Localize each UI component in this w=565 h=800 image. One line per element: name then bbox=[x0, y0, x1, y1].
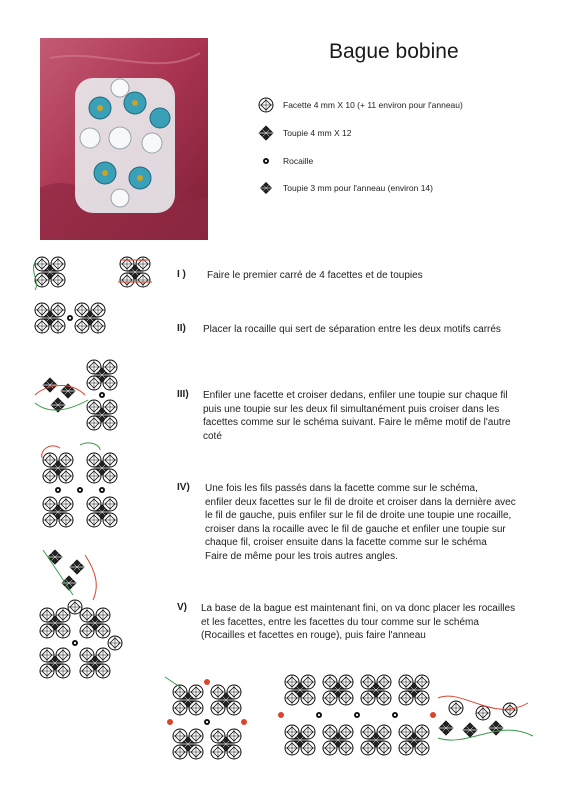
step-5-text: La base de la bague est maintenant fini, on va donc placer les rocailles et les facettes, entre les facettes du tour comme sur le schéma (Rocailles et facettes en rouge), puis faire l'anneau bbox=[201, 603, 516, 641]
small-bicone-bead-icon bbox=[258, 180, 274, 196]
step-5-diagram bbox=[25, 545, 130, 685]
step-1-diagram bbox=[30, 252, 160, 292]
legend-label: Toupie 3 mm pour l'anneau (environ 14) bbox=[283, 183, 433, 193]
step-3-number: III) bbox=[177, 389, 189, 400]
step-4-text: Une fois les fils passés dans la facette comme sur le schéma, enfiler deux facettes sur le fil de droite et croiser dans la dernière avec le fil de gauche, puis enfiler sur le fil de droite une toupie une rocaille, croiser dans la rocaille avec le fil de gauche et enfiler une toupie sur chaque fil, croiser ensuite dans la facette comme sur le schéma Faire de même pour les trois autres angles. bbox=[205, 483, 516, 562]
legend-rocaille bbox=[258, 153, 313, 169]
page-title: Bague bobine bbox=[329, 40, 459, 63]
legend-label: Rocaille bbox=[283, 156, 314, 166]
final-diagram-right bbox=[278, 668, 538, 768]
step-5-number: V) bbox=[177, 602, 187, 613]
step-3-text: Enfiler une facette et croiser dedans, enfiler une toupie sur chaque fil puis une toupie sur les deux fil simultanément puis croiser dans les facettes comme sur le schéma suivant. Faire le même motif de l'autre coté bbox=[203, 390, 511, 442]
legend-label: Facette 4 mm X 10 (+ 11 environ pour l'anneau) bbox=[283, 100, 463, 110]
step-2-diagram bbox=[30, 300, 110, 336]
legend-toupie-3mm bbox=[258, 180, 433, 196]
final-diagram-left bbox=[160, 672, 255, 772]
step-4-diagram bbox=[30, 440, 130, 540]
step-1-number: I ) bbox=[177, 269, 186, 280]
legend-label: Toupie 4 mm X 12 bbox=[283, 128, 352, 138]
step-3-diagram bbox=[30, 355, 125, 440]
ring-photo bbox=[40, 38, 208, 240]
step-2-number: II) bbox=[177, 323, 186, 334]
legend-facette bbox=[258, 97, 463, 113]
faceted-bead-icon bbox=[258, 97, 274, 113]
bicone-bead-icon bbox=[258, 125, 274, 141]
legend-toupie bbox=[258, 125, 352, 141]
step-4-number: IV) bbox=[177, 482, 190, 493]
step-2-text: Placer la rocaille qui sert de séparation entre les deux motifs carrés bbox=[203, 324, 501, 335]
seed-bead-icon bbox=[258, 153, 274, 169]
step-1-text: Faire le premier carré de 4 facettes et de toupies bbox=[207, 270, 423, 281]
